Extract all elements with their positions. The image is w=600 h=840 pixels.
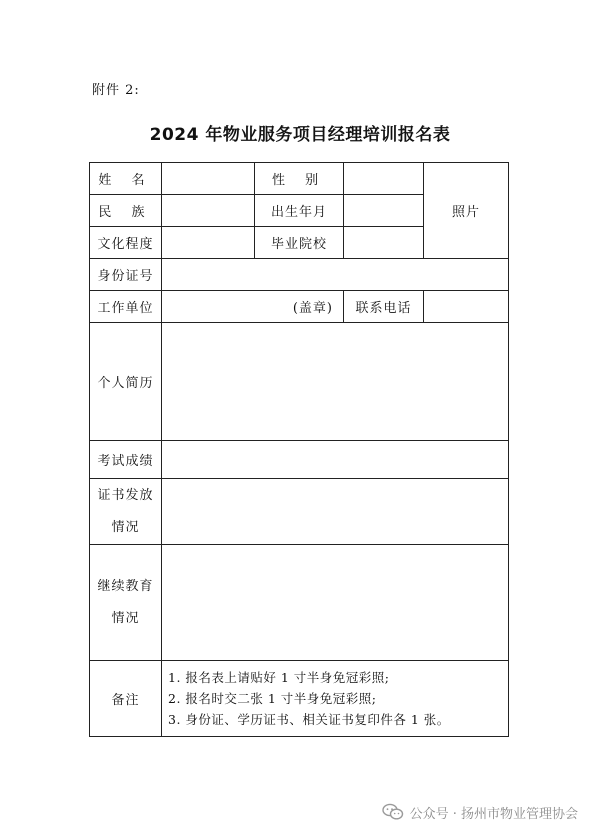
registration-form-table <box>89 162 509 737</box>
birth-field[interactable] <box>344 195 424 227</box>
certificate-field[interactable] <box>162 479 509 545</box>
education-label: 文化程度 <box>90 227 162 259</box>
photo-cell[interactable]: 照片 <box>424 163 509 259</box>
certificate-label <box>90 479 162 545</box>
exam-score-field[interactable] <box>162 441 509 479</box>
name-label: 姓 名 <box>90 163 162 195</box>
footer-text: 公众号 · 扬州市物业管理协会 <box>409 806 578 822</box>
phone-label: 联系电话 <box>344 291 424 323</box>
id-number-field[interactable] <box>162 259 509 291</box>
continuing-education-field[interactable] <box>162 545 509 661</box>
resume-field[interactable] <box>162 323 509 441</box>
footer-watermark <box>382 802 578 822</box>
education-field[interactable] <box>162 227 255 259</box>
gender-label: 性 别 <box>255 163 344 195</box>
ethnicity-label: 民 族 <box>90 195 162 227</box>
continuing-education-label-line2: 情况 <box>111 610 140 626</box>
note-line-2: 2. 报名时交二张 1 寸半身免冠彩照; <box>168 691 377 706</box>
certificate-label-line1: 证书发放 <box>97 487 154 503</box>
gender-field[interactable] <box>344 163 424 195</box>
name-field[interactable] <box>162 163 255 195</box>
school-field[interactable] <box>344 227 424 259</box>
attachment-label: 附件 2: <box>92 83 140 98</box>
exam-score-label: 考试成绩 <box>90 441 162 479</box>
ethnicity-field[interactable] <box>162 195 255 227</box>
resume-label: 个人简历 <box>90 323 162 441</box>
school-label: 毕业院校 <box>255 227 344 259</box>
stamp-label: (盖章) <box>292 301 334 316</box>
employer-label: 工作单位 <box>90 291 162 323</box>
remarks-label: 备注 <box>90 661 162 737</box>
id-number-label: 身份证号 <box>90 259 162 291</box>
wechat-icon <box>382 803 404 821</box>
note-line-3: 3. 身份证、学历证书、相关证书复印件各 1 张。 <box>168 712 450 727</box>
employer-field[interactable] <box>162 291 344 323</box>
birth-label: 出生年月 <box>255 195 344 227</box>
page-title: 2024 年物业服务项目经理培训报名表 <box>149 125 451 145</box>
continuing-education-label <box>90 545 162 661</box>
continuing-education-label-line1: 继续教育 <box>97 578 154 594</box>
remarks-notes <box>162 661 509 737</box>
note-line-1: 1. 报名表上请贴好 1 寸半身免冠彩照; <box>168 670 390 685</box>
certificate-label-line2: 情况 <box>111 519 140 535</box>
phone-field[interactable] <box>424 291 509 323</box>
